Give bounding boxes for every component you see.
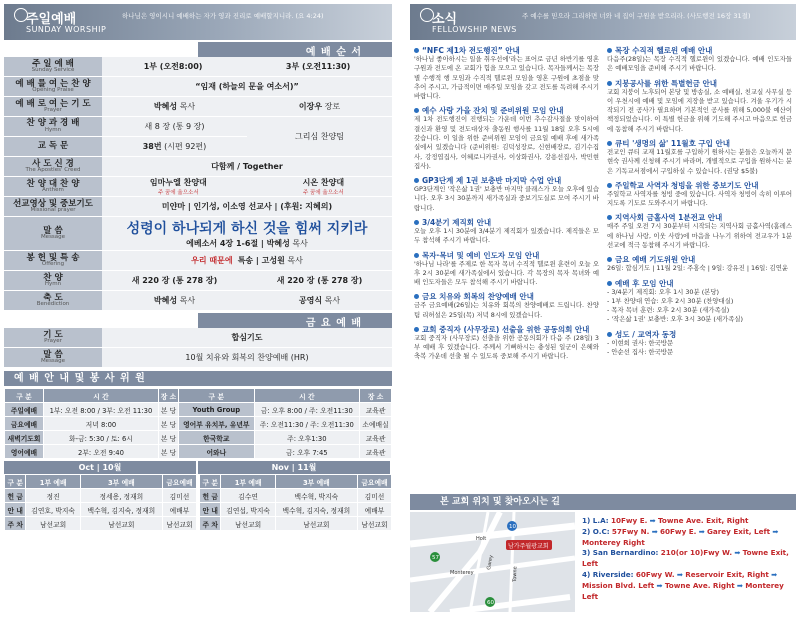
arrow-right-icon: ➡ <box>674 569 686 579</box>
direction-line: 1) L.A: 10Fwy E. ➡ Towne Ave. Exit, Right <box>582 516 749 525</box>
news-item-body: - 3/4분기 제직회: 오후 1시 30분 (본당) - 1부 찬양대 연습: 오후 2시 30분 (찬양대실) - 목자 목녀 훈련: 오후 2시 30분 (새가족실) - '작은삶 1권' 보충반: 오후 3시 30분 (새가족실) <box>607 287 744 324</box>
news-item-body: '하나님 좋아하시는 일을 취우선에'라는 표어로 금년 하반기를 영혼구원과 전도에 온 교회가 힘을 모으고 있습니다. 목자들께서는 목장별 수행적 행 모임과 수직적 헬로윈 모임을 영혼 구원에 초점을 맞추어 주시고, 가급적이면 매주일 모임을 갖고 전도를 독려해 주시기 바랍니다. <box>414 55 599 101</box>
friday-section-bar: 금 요 예 배 <box>4 313 392 328</box>
arrow-right-icon: ➡ <box>734 580 746 590</box>
news-item-body: 금주 금요예배(26일)는 치유와 회복의 찬양예배로 드립니다. 찬양팀 리허설은 25일(목) 저녁 8시에 있겠습니다. <box>414 301 599 319</box>
order-row: 찬 양 대 찬 양 Anthem 임마누엘 찬양대 주 꿈에 옮으소서 시온 찬양대 주 꿈에 옮으소서 <box>4 177 392 197</box>
arrow-right-icon: ➡ <box>654 580 665 590</box>
news-item-title: GP3단계 제 1권 보충반 마지막 수업 안내 <box>414 176 599 185</box>
oct-table: 구 분 1부 예배 3부 예배 금요예배 헌 금 정진 정세용, 정재희 김미선 안 내 김연호, 박지숙 백수혁, 김지숙, 정재희 예배부 주 차 남선교회 남선교회 남선교회 <box>4 474 197 531</box>
news-item <box>607 330 792 358</box>
direction-line: 2) O.C: 57Fwy N. ➡ 60Fwy E. ➡ Garey Exit, Left ➡ Monterey Right <box>582 526 779 547</box>
news-item-body: 매주 주일 오전 7시 30분부터 시작되는 지역사회 금홀사역(홈레스에 하나님 사랑, 이웃 사랑)에 마음을 나누기 위하여 전교우가 1분 선교에 적극 동참해 주시기 바랍니다. <box>607 222 792 249</box>
direction-line: 3) San Bernardino: 210(or 10)Fwy W. ➡ Towne Exit, Left <box>582 548 789 569</box>
banner-title: 소식 <box>432 12 458 27</box>
news-item-title: 목자·목녀 및 예비 인도자 모임 안내 <box>414 251 599 260</box>
news-item <box>607 213 792 250</box>
order-row: 예 배 를 여 는 찬 양 Opening Praise “임재 (하늘의 문을 여소서)” <box>4 77 392 97</box>
arrow-right-icon: ➡ <box>770 526 779 536</box>
table-row: 헌 금 정진 정세용, 정재희 김미선 <box>5 489 197 503</box>
news-item-body: - 이현희 권사: 한국방문 - 안순선 집사: 한국방문 <box>607 338 674 356</box>
news-item <box>414 325 599 362</box>
staff-table: 구 분 시 간 장 소 구 분 시 간 장 소 주일예배 1부: 오전 8:00 / 3부: 오전 11:30 본 당 Youth Group 금: 오후 8:00 / 주: 오전11:30 교육관 금요예배 저녁 8:00 본 당 영어부 유치부, 유년부 주: 오전11:30 / 주: 오전11:30 소예배실 새벽기도회 화-금: 5:30 / 토: 6시 본 당 한국학교 주: 오후1:30 교육관 영어예배 2부: 오전 9:40 본 당 어와나 금: 오후 7:45 교육관 <box>4 388 392 459</box>
svg-text:10: 10 <box>509 524 516 530</box>
news-item-title: 지붕공사를 위한 특별헌금 안내 <box>607 79 792 88</box>
news-item <box>414 218 599 246</box>
arrow-right-icon: ➡ <box>696 526 707 536</box>
news-columns <box>410 46 796 367</box>
table-row: 주일예배 1부: 오전 8:00 / 3부: 오전 11:30 본 당 Youth Group 금: 오후 8:00 / 주: 오전11:30 교육관 <box>5 403 392 417</box>
svg-text:60: 60 <box>487 600 494 606</box>
worship-banner <box>4 4 392 40</box>
church-label: 남가주월광교회 <box>508 543 549 550</box>
table-row: 안 내 김연섭, 박지숙 백수혁, 김지숙, 정재희 예배부 <box>200 503 392 517</box>
news-item-title: 성도 / 교역자 동정 <box>607 330 792 339</box>
news-item <box>607 139 792 176</box>
table-row: 주 차 남선교회 남선교회 남선교회 <box>5 517 197 531</box>
arrow-right-icon: ➡ <box>647 516 658 525</box>
news-item <box>607 79 792 134</box>
news-column-right <box>603 46 796 367</box>
news-item-body: '하나님 나라'를 주제로 한 목자 목녀 수직적 헬로윈 훈련이 오늘 오후 2시 30분에 새가족실에서 있습니다. 각 목장의 목자 목녀와 예배 인도자들은 모두 참석해 주시기 바랍니다. <box>414 259 599 287</box>
location-map <box>410 512 575 612</box>
news-item <box>607 181 792 209</box>
news-item-body: 제 1차 전도행진이 진행되는 가운데 이번 추수감사절을 맞이하여 결신과 환영 및 전도대상자 출동원 행사를 11월 18일 오후 5시에 갖습니다. 이 일을 위한 준비위원 모임이 금요일 예배 후에 새가족실에서 있겠습니다 (준비위원: 김덕성장로, 신현배장로, 김기수집사, 강정엽집사, 이혜로니카권사, 이상화권사, 강용선집사, 박민현집사). <box>414 115 599 170</box>
svg-text:Garey: Garey <box>486 554 495 571</box>
order-row-message: 말 씀 Message 성령이 하나되게 하신 것을 힘써 지키라 에베소서 4장 1-6절 | 박혜성 목사 <box>4 217 392 251</box>
staff-section-bar: 예 배 안 내 및 봉 사 위 원 <box>4 371 392 386</box>
news-item-title: 주일학교 사역자 청빙을 위한 중보기도 안내 <box>607 181 792 190</box>
worship-page <box>4 4 392 612</box>
news-item <box>607 46 792 74</box>
news-item-body: 26일: 합심기도 | 11월 2일: 주홍숙 | 9일: 강유진 | 16일: 김연윤 <box>607 264 789 273</box>
table-row: 금요예배 저녁 8:00 본 당 영어부 유치부, 유년부 주: 오전11:30 / 주: 오전11:30 소예배실 <box>5 417 392 431</box>
order-row: 찬 양 과 경 배 Hymn 교 독 문 새 8 장 (통 9 장) 38번 (시편 92편) 그리심 찬양팀 <box>4 117 392 157</box>
month-oct: Oct | 10월 <box>4 461 196 474</box>
table-row: 영어예배 2부: 오전 9:40 본 당 어와나 금: 오후 7:45 교육관 <box>5 445 392 459</box>
order-row: 찬 양 Hymn 새 220 장 (통 278 장) 새 220 장 (통 278 장) <box>4 271 392 291</box>
news-item-body: 교회 중직자 (사무장로) 선출을 위한 공동의회가 다음 주 (28일) 3부 예배 후 있겠습니다. 주께서 기뻐하시는 충성된 일군이 은혜와 축복 가운데 선출 될 수 있도록 중보해 주시기 바랍니다. <box>414 333 599 361</box>
news-item <box>414 46 599 101</box>
banner-verse: 하나님은 영이시니 예배하는 자가 영과 진리로 예배할지니라. (요 4:24) <box>122 12 324 20</box>
arrow-right-icon: ➡ <box>768 569 778 579</box>
news-banner <box>410 4 796 40</box>
news-column-left <box>410 46 603 367</box>
table-row: 헌 금 김수연 백수혁, 박지숙 김미선 <box>200 489 392 503</box>
arrow-right-icon: ➡ <box>732 548 743 558</box>
table-row: 주 차 남선교회 남선교회 남선교회 <box>200 517 392 531</box>
news-item-title: “NFC 제1차 전도행진” 안내 <box>414 46 599 55</box>
news-item-body: 교회 지붕이 노후되어 본당 및 방송실, 소 예배실, 친교실 사무실 등이 우천시에 예배 및 모임에 지장을 받고 있습니다. 겨울 우기가 시작되기 전 공사가 필요하며 기본적인 공사를 위해 5,000불 예산이 책정되었습니다. 이 특별 헌금을 위해 기도해 주시고 마음으로 헌금에 동참해 주시기 바랍니다. <box>607 87 792 133</box>
news-item-title: 3/4분기 제직회 안내 <box>414 218 599 227</box>
order-row: 축 도 Benediction 박혜성 목사 공영식 목사 <box>4 291 392 311</box>
svg-text:57: 57 <box>432 555 439 561</box>
sermon-title: 성령이 하나되게 하신 것을 힘써 지키라 <box>126 221 368 237</box>
news-page <box>410 4 796 612</box>
order-row: 사 도 신 경 The Apostles' Creed 다함께 / Together <box>4 157 392 177</box>
table-row: 안 내 김연호, 박지숙 백수혁, 김지숙, 정재희 예배부 <box>5 503 197 517</box>
order-row: 봉 헌 및 특 송 Offering 우리 때문에 특송 | 고성원 목사 <box>4 251 392 271</box>
month-bar <box>4 461 392 474</box>
news-item <box>607 279 792 325</box>
friday-row: 말 씀 Message 10월 치유와 회복의 찬양예배 (HR) <box>4 348 392 368</box>
news-item-body: 다음주(28일)는 목장 수직적 헬로윈이 있겠습니다. 예배 인도자들은 예배모임을 준비해 주시기 바랍니다. <box>607 55 792 73</box>
svg-text:Monterey: Monterey <box>450 570 474 576</box>
news-item-body: GP3단계인 '작은삶 1권' 보충반 마지막 클래스가 오늘 오후에 있습니다. 오후 3시 30분까지 새가족실과 중보기도실로 모여 주시기 바랍니다. <box>414 185 599 212</box>
news-item-title: 금요 치유와 회복의 찬양예배 안내 <box>414 292 599 301</box>
table-row: 새벽기도회 화-금: 5:30 / 토: 6시 본 당 한국학교 주: 오후1:30 교육관 <box>5 431 392 445</box>
news-item <box>414 251 599 288</box>
order-section-bar: 예 배 순 서 <box>4 42 392 57</box>
news-item-title: 목장 수직적 헬로윈 예배 안내 <box>607 46 792 55</box>
order-row: 선교영상 및 중보기도 Missional prayer 미얀마 | 인기성, 이소영 선교사 | (후원: 지혜의) <box>4 197 392 217</box>
news-item-title: 지역사회 금홀사역 1분전교 안내 <box>607 213 792 222</box>
directions <box>582 516 796 602</box>
banner-title: 주일예배 <box>26 12 77 27</box>
arrow-right-icon: ➡ <box>649 526 661 536</box>
svg-text:Holt: Holt <box>476 536 487 542</box>
news-item-title: 예수 사랑 가을 잔치 및 준비위원 모임 안내 <box>414 106 599 115</box>
friday-row: 기 도 Prayer 합심기도 <box>4 328 392 348</box>
news-item-title: 큐티 '생명의 삶' 11월호 구입 안내 <box>607 139 792 148</box>
news-item <box>414 176 599 213</box>
news-item-title: 금요 예배 기도위원 안내 <box>607 255 792 264</box>
news-item-body: 전교인 큐티 교재 11월호를 구입하기 원하시는 분들은 오늘까지 문현숙 권사께 신청해 주시기 바라며, 개별적으로 구입을 원하시는 분은 기독교서점에서 구입하실 수 있습니다. (권당 $5불) <box>607 147 792 175</box>
direction-line: 4) Riverside: 60Fwy W. ➡ Reservoir Exit, Right ➡ Mission Blvd. Left ➡ Towne Ave. Right ➡ Monterey Left <box>582 569 784 601</box>
banner-verse: 주 예수를 믿으라 그리하면 너와 네 집이 구원을 받으리라. (사도행전 16장 31절) <box>522 12 751 20</box>
map-section-bar: 본 교회 위치 및 찾아오시는 길 <box>410 494 796 510</box>
banner-subtitle: SUNDAY WORSHIP <box>26 25 107 34</box>
news-item-title: 교회 중직자 (사무장로) 선출을 위한 공동의회 안내 <box>414 325 599 334</box>
news-item-body: 오늘 오후 1시 30분에 3/4분기 제직회가 있겠습니다. 제직들은 모두 참석해 주시기 바랍니다. <box>414 226 599 245</box>
news-item-body: 주일학교 사역자를 청빙 중에 있습니다. 사역자 청빙이 속히 이루어지도록 기도로 도와주시기 바랍니다. <box>607 189 792 208</box>
nov-table: 구 분 1부 예배 3부 예배 금요예배 헌 금 김수연 백수혁, 박지숙 김미선 안 내 김연섭, 박지숙 백수혁, 김지숙, 정재희 예배부 주 차 남선교회 남선교회 남선교회 <box>199 474 392 531</box>
order-row: 예 배 로 여 는 기 도 Prayer 박혜성 목사 이장우 장로 <box>4 97 392 117</box>
news-item <box>414 292 599 320</box>
news-item-title: 예배 후 모임 안내 <box>607 279 792 288</box>
svg-text:Towne: Towne <box>512 566 519 583</box>
banner-subtitle: FELLOWSHIP NEWS <box>432 25 517 34</box>
order-row: 주 일 예 배 Sunday Service 1부 (오전8:00) 3부 (오전11:30) <box>4 57 392 77</box>
month-nov: Nov | 11월 <box>198 461 390 474</box>
news-item <box>607 255 792 273</box>
news-item <box>414 106 599 171</box>
